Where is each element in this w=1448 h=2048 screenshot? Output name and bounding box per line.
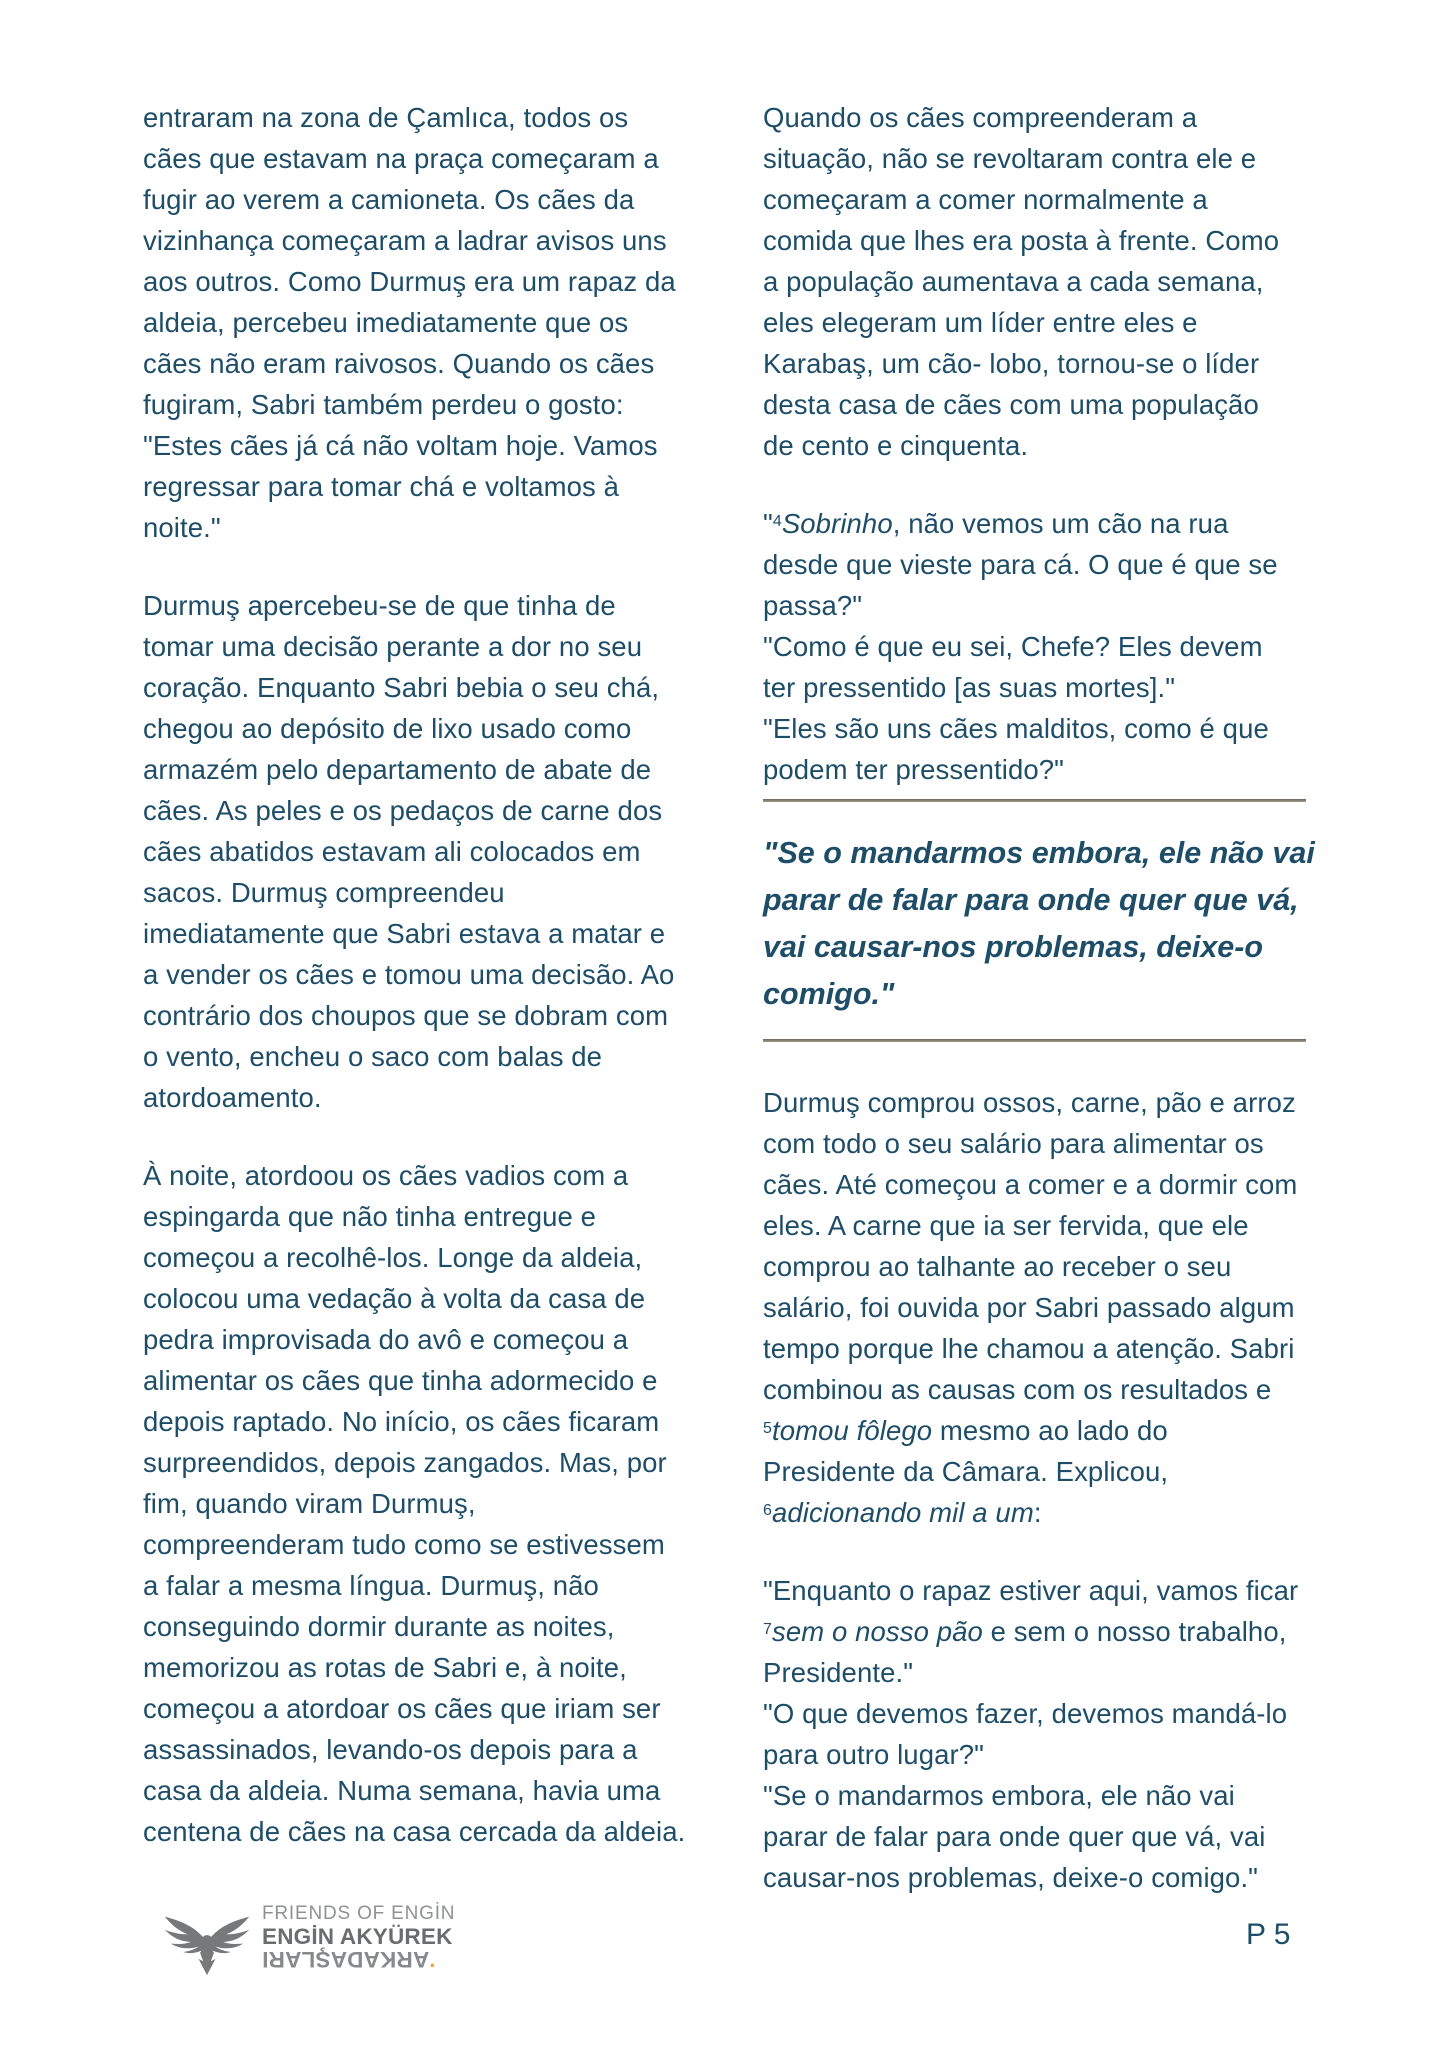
footer-logo-text <box>262 1902 455 1971</box>
page-number: P 5 <box>1246 1918 1291 1951</box>
right-column <box>763 97 1348 1935</box>
paragraph-left-3: À noite, atordoou os cães vadios com a espingarda que não tinha entregue e começou a recolhê-los. Longe da aldeia, colocou uma vedação à volta da casa de pedra improvisada do avô e começou a alimentar os cães que tinha adormecido e depois raptado. No início, os cães ficaram surpreendidos, depois zangados. Mas, por fim, quando viram Durmuş, compreenderam tudo como se estivessem a falar a mesma língua. Durmuş, não conseguindo dormir durante as noites, memorizou as rotas de Sabri e, à noite, começou a atordoar os cães que iriam ser assassinados, levando-os depois para a casa da aldeia. Numa semana, havia uma centena de cães na casa cercada da aldeia. <box>143 1160 686 1847</box>
paragraph-left-2: Durmuş apercebeu-se de que tinha de tomar uma decisão perante a dor no seu coração. Enquanto Sabri bebia o seu chá, chegou ao depósito de lixo usado como armazém pelo departamento de abate de cães. As peles e os pedaços de carne dos cães abatidos estavam ali colocados em sacos. Durmuş compreendeu imediatamente que Sabri estava a matar e a vender os cães e tomou uma decisão. Ao contrário dos choupos que se dobram com o vento, encheu o saco com balas de atordoamento. <box>143 590 675 1113</box>
logo-orange-dot: . <box>429 1947 436 1972</box>
pull-quote: "Se o mandarmos embora, ele não vai parar de falar para onde quer que vá, vai causar-nos problemas, deixe-o comigo." <box>763 836 1315 1011</box>
divider-rule-bottom <box>763 1039 1306 1042</box>
logo-line-engin-akyurek: ENGİN AKYÜREK <box>262 1924 453 1949</box>
divider-rule-top <box>763 799 1306 802</box>
logo-line-arkadaslari <box>262 1948 455 1971</box>
paragraph-right-2: Durmuş comprou ossos, carne, pão e arroz com todo o seu salário para alimentar os cães. Até começou a comer e a dormir com eles. A carne que ia ser fervida, que ele comprou ao talhante ao receber o seu salário, foi ouvida por Sabri passado algum tempo porque lhe chamou a atenção. Sabri combinou as causas com os resultados e $^5$tomou fôlego mesmo ao lado do Presidente da Câmara. Explicou, $^6$adicionando mil a um: <box>763 1087 1298 1528</box>
flipped-wordmark: ARKADAŞLARI <box>262 1947 430 1972</box>
paragraph-right-1: Quando os cães compreenderam a situação, não se revoltaram contra ele e começaram a comer normalmente a comida que lhes era posta à frente. Como a população aumentava a cada semana, eles elegeram um líder entre eles e Karabaş, um cão- lobo, tornou-se o líder desta casa de cães com uma população de cento e cinquenta. <box>763 102 1280 461</box>
dialogue-paragraph-2: "Enquanto o rapaz estiver aqui, vamos ficar $^7$sem o nosso pão e sem o nosso trabalho, Presidente." "O que devemos fazer, devemos mandá-lo para outro lugar?" "Se o mandarmos embora, ele não vai parar de falar para onde quer que vá, vai causar-nos problemas, deixe-o comigo." <box>763 1575 1299 1893</box>
dialogue-paragraph-1: "$^4$Sobrinho, não vemos um cão na rua desde que vieste para cá. O que é que se passa?" "Como é que eu sei, Chefe? Eles devem ter pressentido [as suas mortes]." "Eles são uns cães malditos, como é que podem ter pressentido?" <box>763 508 1278 785</box>
logo-line-friends-of-engin: FRIENDS OF ENGİN <box>262 1903 456 1924</box>
eagle-logo-icon <box>157 1901 257 1988</box>
paragraph-left-1: entraram na zona de Çamlıca, todos os cães que estavam na praça começaram a fugir ao verem a camioneta. Os cães da vizinhança começaram a ladrar avisos uns aos outros. Como Durmuş era um rapaz da aldeia, percebeu imediatamente que os cães não eram raivosos. Quando os cães fugiram, Sabri também perdeu o gosto: "Estes cães já cá não voltam hoje. Vamos regressar para tomar chá e voltamos à noite." <box>143 102 676 543</box>
left-column <box>143 97 721 1889</box>
